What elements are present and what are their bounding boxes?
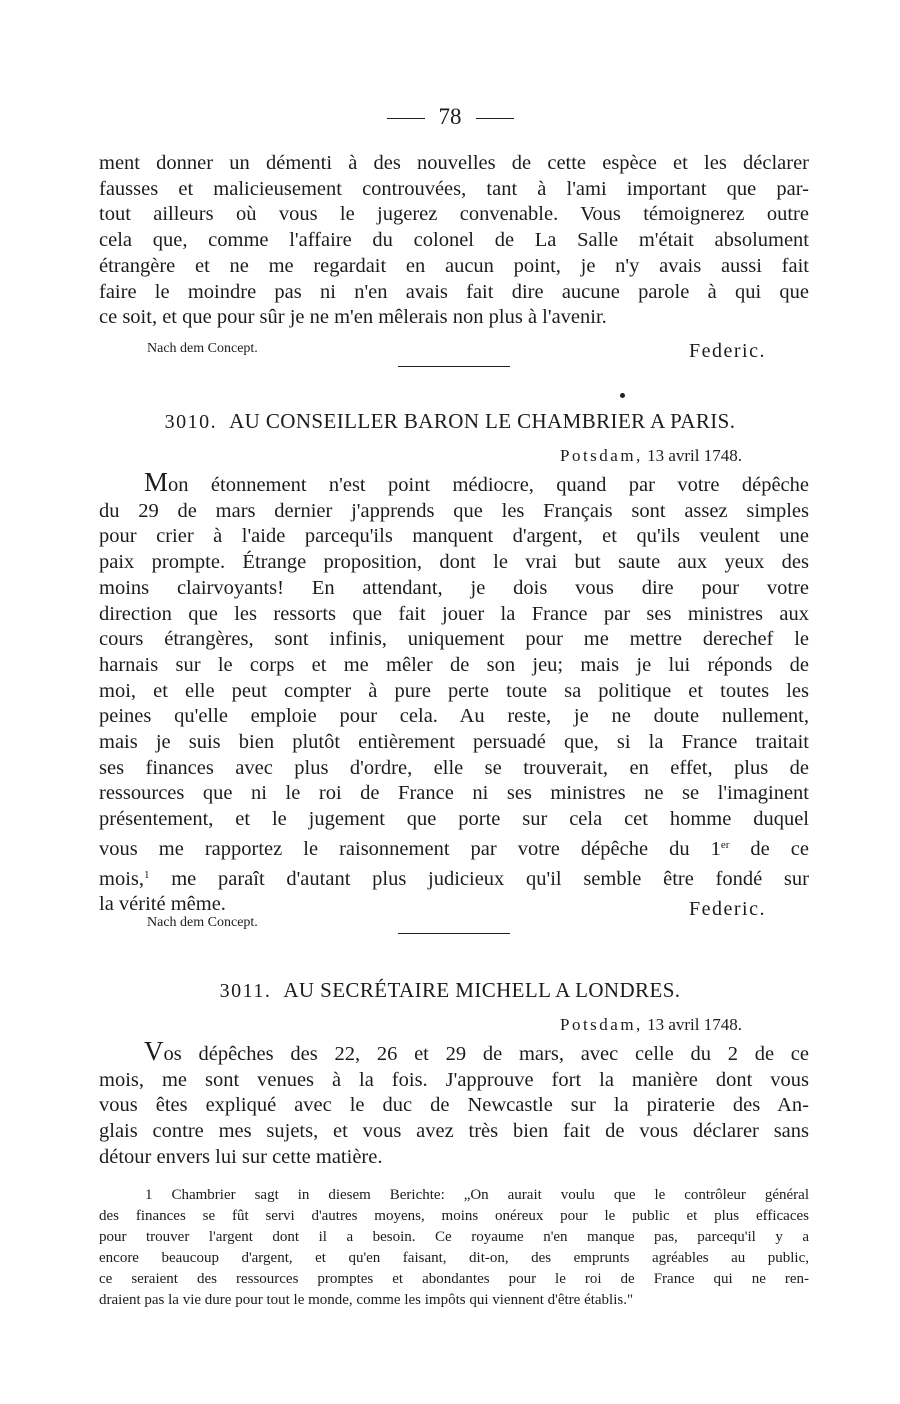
text-line: étrangère et ne me regardait en aucun point, je n'y avais aussi fait (99, 254, 809, 277)
letter-3011-body (99, 1036, 809, 1171)
footnote-reference[interactable]: 1 (144, 868, 150, 881)
dateline-place: Potsdam, (560, 1015, 643, 1034)
text-line: présentement, et le jugement que porte sur cela cet homme duquel (99, 808, 809, 831)
header-dash-right (476, 118, 514, 119)
text-line: cours étrangères, sont infinis, uniquement pour me mettre derechef le (99, 628, 809, 651)
letter-title: AU SECRÉTAIRE MICHELL A LONDRES. (283, 978, 681, 1002)
ink-dot (620, 393, 625, 398)
text-line: faire le moindre pas ni n'en avais fait dire aucune parole à qui que (99, 280, 809, 303)
source-note-3010: Nach dem Concept. (147, 915, 258, 930)
footnote-text: Chambrier sagt in diesem Berichte: „On aurait voulu que le contrôleur général (171, 1187, 809, 1203)
letter-3009-body (99, 151, 809, 331)
footnote-line (99, 1185, 809, 1206)
page-number: 78 (438, 104, 462, 129)
letter-3010-heading (0, 409, 900, 434)
signature-3010: Federic. (689, 898, 766, 920)
text-line: détour envers lui sur cette matière. (99, 1145, 383, 1168)
letter-title: AU CONSEILLER BARON LE CHAMBRIER A PARIS. (229, 409, 736, 433)
footnote-line: ce seraient des ressources promptes et abondantes pour le roi de France qui ne ren- (99, 1271, 809, 1287)
dateline-3010 (560, 446, 742, 466)
dateline-place: Potsdam, (560, 446, 643, 465)
text-line: la vérité même. (99, 893, 226, 916)
text-line: pour crier à l'aide parcequ'ils manquent d'argent, et qu'ils veulent une (99, 525, 809, 548)
letter-3011-heading (0, 978, 900, 1003)
source-note-3009: Nach dem Concept. (147, 341, 258, 356)
text-line-rest: on étonnement n'est point médiocre, quand par votre dépêche (168, 474, 809, 496)
initial-letter: M (144, 467, 169, 497)
text-line (99, 1036, 809, 1068)
text-line: moi, et elle peut compter à pure perte toute sa politique et toutes les (99, 679, 809, 702)
footnote-line: encore beaucoup d'argent, et qu'en faisant, dit-on, des emprunts agréables au public, (99, 1250, 809, 1266)
header-dash-left (387, 118, 425, 119)
dateline-3011 (560, 1015, 742, 1035)
letter-number: 3011. (219, 980, 272, 1002)
text-line: ses finances avec plus d'ordre, elle se trouverait, en effet, plus de (99, 756, 809, 779)
text-segment: de ce (729, 837, 810, 860)
separator-rule (398, 933, 510, 934)
text-line: cela que, comme l'affaire du colonel de La Salle m'était absolument (99, 229, 809, 252)
text-segment: mois, (99, 867, 144, 890)
signature-3009: Federic. (689, 340, 766, 362)
superscript: er (720, 838, 730, 851)
text-line: vous êtes expliqué avec le duc de Newcastle sur la piraterie des An- (99, 1094, 809, 1117)
letter-3010-body (99, 467, 810, 918)
text-line-rest: os dépêches des 22, 26 et 29 de mars, avec celle du 2 de ce (163, 1043, 809, 1065)
footnote (99, 1185, 809, 1311)
footnote-line: draient pas la vie dure pour tout le monde, comme les impôts qui viennent d'être établis." (99, 1292, 634, 1308)
text-line: ce soit, et que pour sûr je ne m'en mêlerais non plus à l'avenir. (99, 306, 607, 329)
text-line: mais je suis bien plutôt entièrement persuadé que, si la France traitait (99, 731, 809, 754)
text-segment: me paraît d'autant plus judicieux qu'il semble être fondé sur (149, 867, 809, 890)
text-line (99, 467, 809, 499)
text-line: du 29 de mars dernier j'apprends que les Français sont assez simples (99, 499, 809, 522)
text-line: harnais sur le corps et me mêler de son jeu; mais je lui réponds de (99, 653, 809, 676)
text-line: tout ailleurs où vous le jugerez convenable. Vous témoignerez outre (99, 203, 809, 226)
letter-number: 3010. (164, 411, 218, 433)
text-line: fausses et malicieusement controuvées, tant à l'ami important que par- (99, 177, 809, 200)
footnote-line: pour trouver l'argent dont il a besoin. Ce royaume n'en manque pas, parcequ'il y a (99, 1229, 809, 1245)
text-line: paix prompte. Étrange proposition, dont le vrai but saute aux yeux des (99, 551, 809, 574)
text-line: ressources que ni le roi de France ni ses ministres ne se l'imaginent (99, 782, 809, 805)
dateline-date: 13 avril 1748. (647, 446, 742, 465)
page-header (0, 104, 900, 130)
text-line: moins clairvoyants! En attendant, je dois vous dire pour votre (99, 576, 809, 599)
text-line: direction que les ressorts que fait jouer la France par ses ministres aux (99, 602, 809, 625)
text-line: glais contre mes sujets, et vous avez très bien fait de vous déclarer sans (99, 1120, 809, 1143)
footnote-line: des finances se fût servi d'autres moyens, moins onéreux pour le public et plus efficaces (99, 1208, 809, 1224)
text-line: mois, me sont venues à la fois. J'approuve fort la manière dont vous (99, 1068, 809, 1091)
text-line (99, 833, 809, 863)
initial-letter: V (144, 1036, 164, 1066)
text-segment: vous me rapportez le raisonnement par votre dépêche du 1 (99, 837, 721, 860)
text-line (99, 863, 809, 893)
separator-rule (398, 366, 510, 367)
footnote-mark: 1 (145, 1187, 153, 1203)
text-line: peines qu'elle emploie pour cela. Au reste, je ne doute nullement, (99, 705, 809, 728)
dateline-date: 13 avril 1748. (647, 1015, 742, 1034)
text-line: ment donner un démenti à des nouvelles de cette espèce et les déclarer (99, 152, 809, 174)
